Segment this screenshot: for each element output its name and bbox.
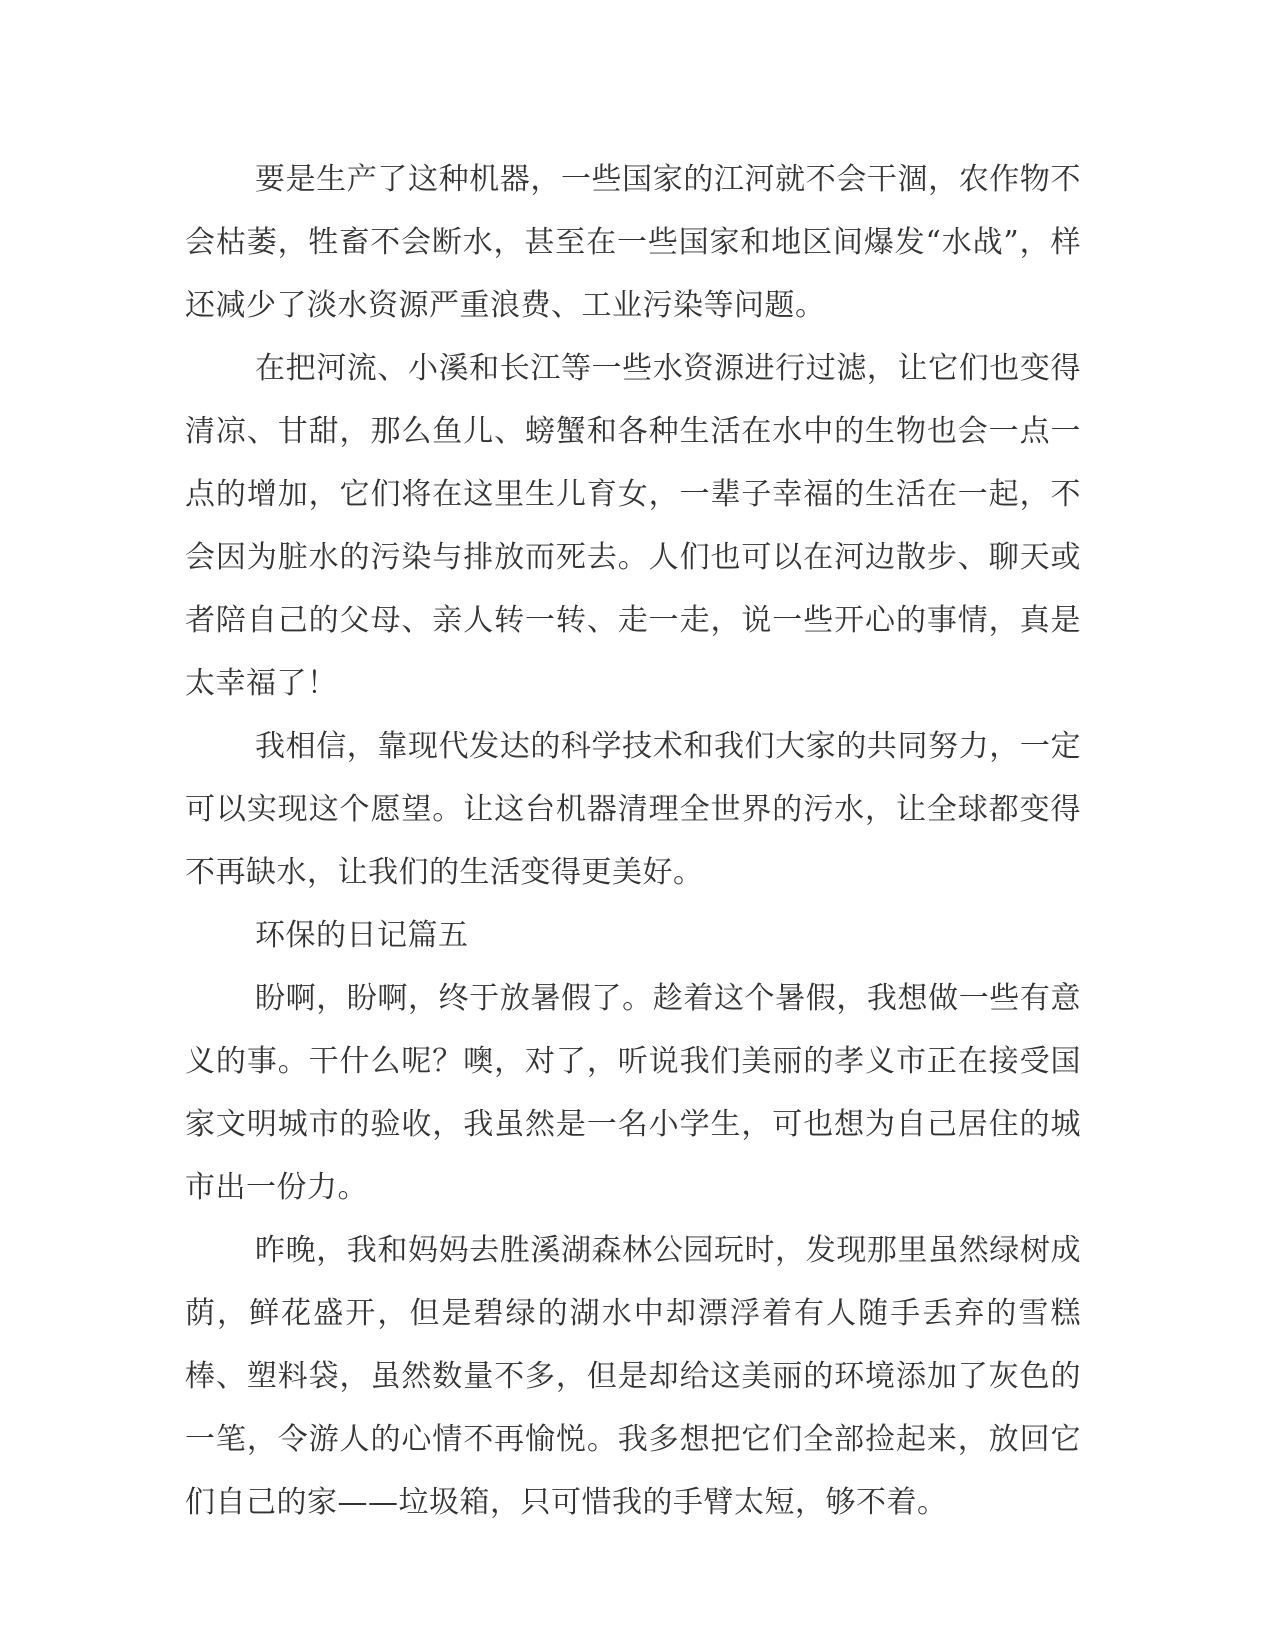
section-heading-diary-five: 环保的日记篇五 [255,918,469,953]
paragraph-lake-park-litter: 昨晚，我和妈妈去胜溪湖森林公园玩时，发现那里虽然绿树成荫，鲜花盛开，但是碧绿的湖水中却漂浮着有人随手丢弃的雪糕棒、塑料袋，虽然数量不多，但是却给这美丽的环境添加了灰色的一笔，令游人的心情不再愉悦。我多想把它们全部捡起来，放回它们自己的家——垃圾箱，只可惜我的手臂太短，够不着。 [185,1233,1081,1520]
paragraph-summer-vacation-wish: 盼啊，盼啊，终于放暑假了。趁着这个暑假，我想做一些有意义的事。干什么呢？噢，对了，听说我们美丽的孝义市正在接受国家文明城市的验收，我虽然是一名小学生，可也想为自己居住的城市出一份力。 [185,981,1081,1205]
paragraph-water-filtering: 在把河流、小溪和长江等一些水资源进行过滤，让它们也变得清凉、甘甜，那么鱼儿、螃蟹和各种生活在水中的生物也会一点一点的增加，它们将在这里生儿育女，一辈子幸福的生活在一起，不会因为脏水的污染与排放而死去。人们也可以在河边散步、聊天或者陪自己的父母、亲人转一转、走一走，说一些开心的事情，真是太幸福了！ [185,351,1081,701]
paragraph-machine-benefits: 要是生产了这种机器，一些国家的江河就不会干涸，农作物不会枯萎，牲畜不会断水，甚至在一些国家和地区间爆发“水战”，样还减少了淡水资源严重浪费、工业污染等问题。 [185,162,1081,323]
paragraph-belief-in-science: 我相信，靠现代发达的科学技术和我们大家的共同努力，一定可以实现这个愿望。让这台机器清理全世界的污水，让全球都变得不再缺水，让我们的生活变得更美好。 [185,729,1081,890]
document-text-block [185,148,1081,1534]
